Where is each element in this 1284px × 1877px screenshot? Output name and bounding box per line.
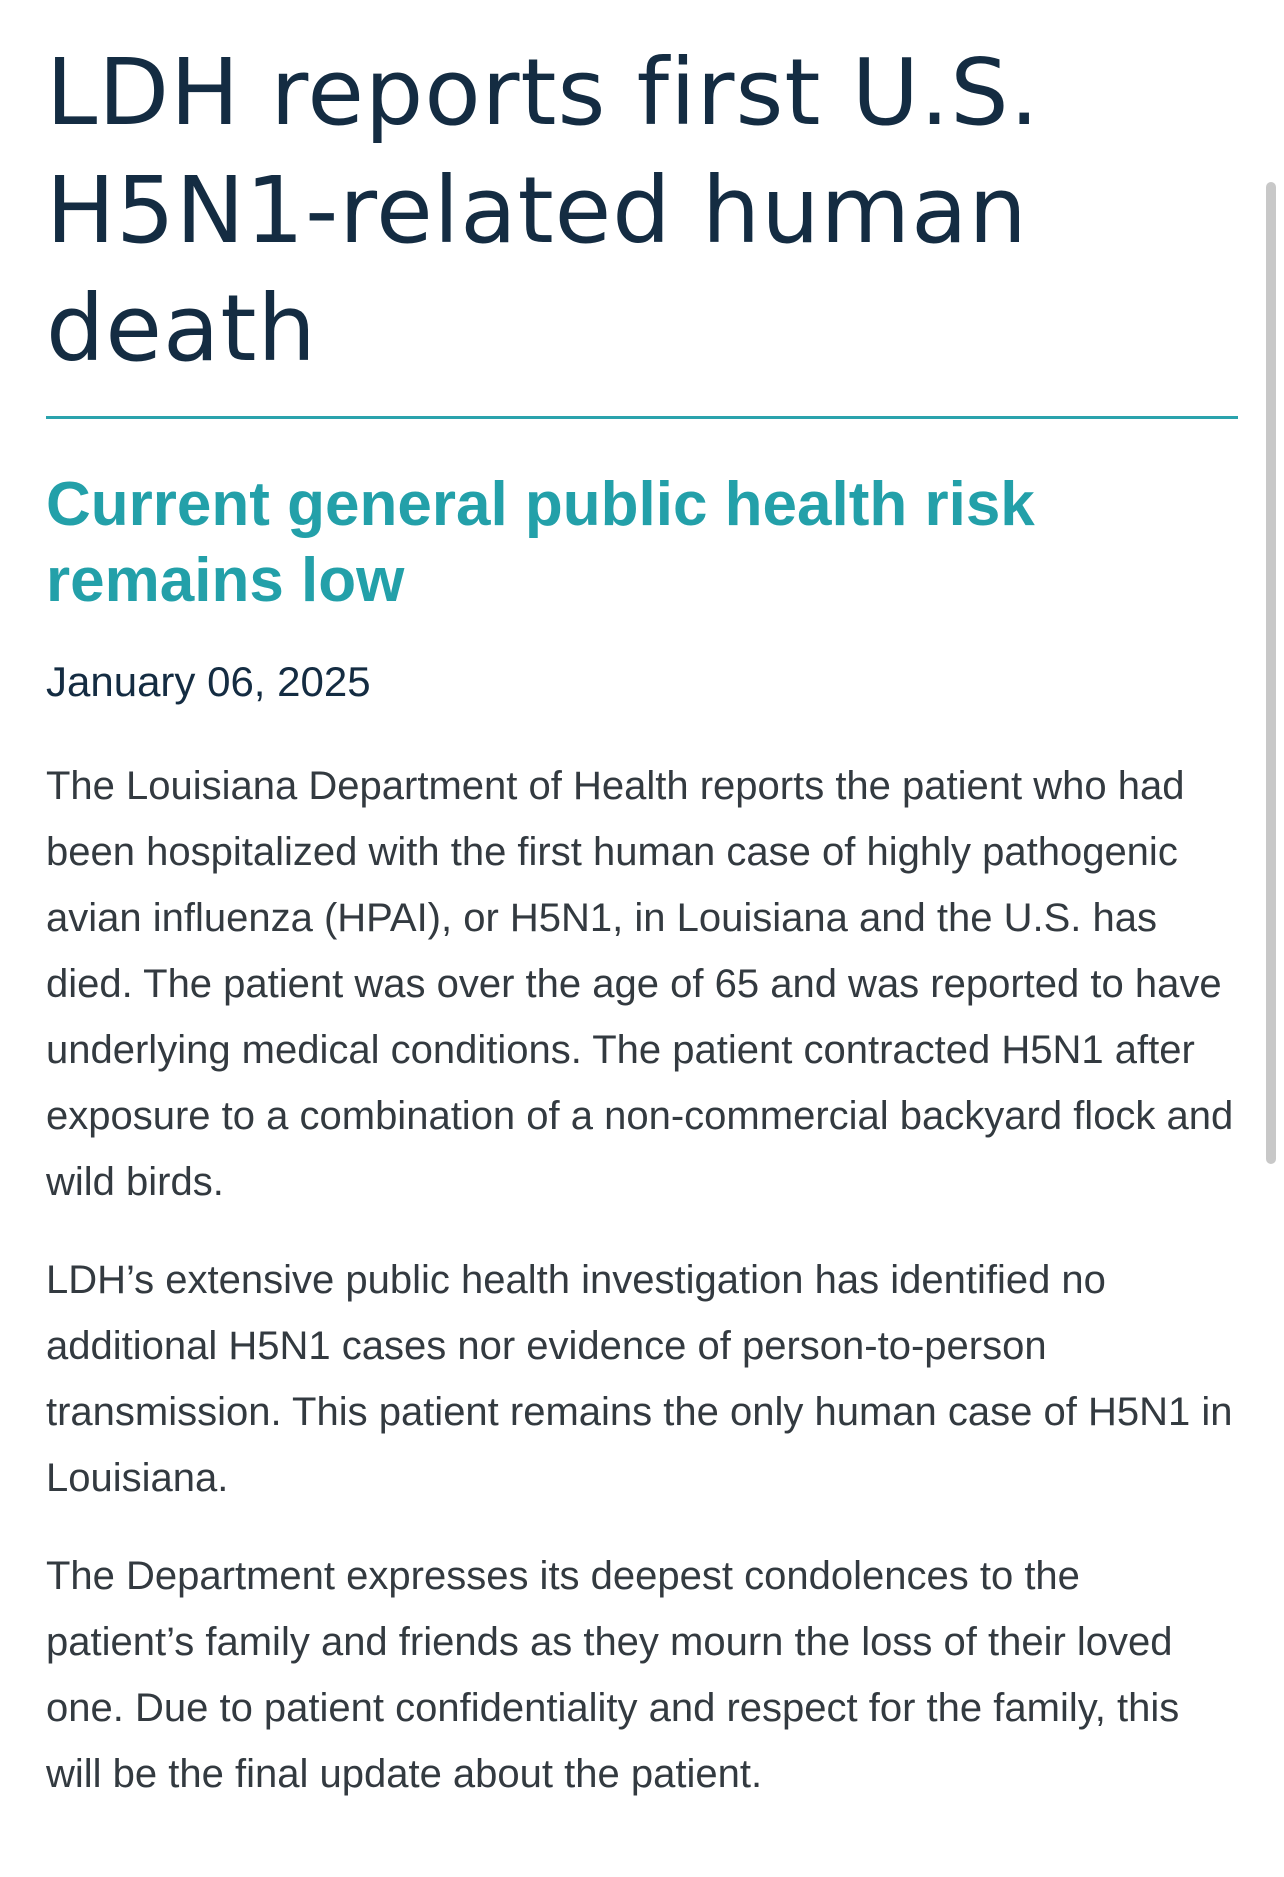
title-divider	[46, 416, 1238, 419]
article	[46, 0, 1238, 1807]
vertical-scrollbar[interactable]	[1266, 182, 1276, 1182]
publish-date: January 06, 2025	[46, 658, 371, 705]
scrollbar-thumb[interactable]	[1266, 182, 1276, 1164]
body-paragraph: The Louisiana Department of Health reports the patient who had been hospitalized with the first human case of highly pathogenic avian influenza (HPAI), or H5N1, in Louisiana and the U.S. has died. The patient was over the age of 65 and was reported to have underlying medical conditions. The patient contracted H5N1 after exposure to a combination of a non-commercial backyard flock and wild birds.	[46, 764, 1234, 1204]
body-paragraph: LDH’s extensive public health investigation has identified no additional H5N1 cases nor evidence of person-to-person transmission. This patient remains the only human case of H5N1 in Louisiana.	[46, 1258, 1233, 1500]
page-title: LDH reports first U.S. H5N1-related human death	[46, 39, 1040, 382]
body-paragraph: The Department expresses its deepest condolences to the patient’s family and friends as they mourn the loss of their loved one. Due to patient confidentiality and respect for the family, this will be the final update about the patient.	[46, 1554, 1180, 1796]
article-subtitle: Current general public health risk remains low	[46, 470, 1035, 615]
